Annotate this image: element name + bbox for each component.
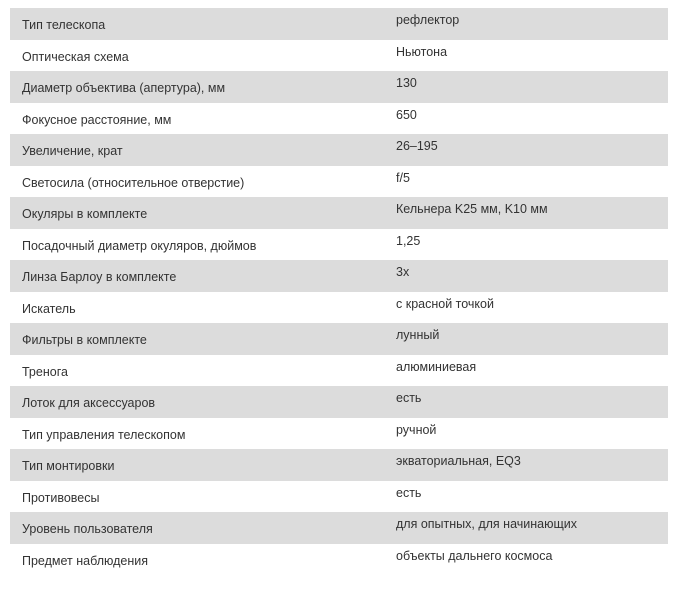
spec-value: объекты дальнего космоса <box>388 544 668 576</box>
spec-name: Оптическая схема <box>10 40 388 72</box>
spec-name: Тип монтировки <box>10 449 388 481</box>
table-row <box>10 166 668 198</box>
spec-value: Ньютона <box>388 40 668 72</box>
table-row <box>10 40 668 72</box>
table-row <box>10 386 668 418</box>
spec-value: есть <box>388 481 668 513</box>
spec-name: Уровень пользователя <box>10 512 388 544</box>
table-row <box>10 323 668 355</box>
table-row <box>10 355 668 387</box>
spec-value: есть <box>388 386 668 418</box>
table-row <box>10 512 668 544</box>
spec-name: Посадочный диаметр окуляров, дюймов <box>10 229 388 261</box>
spec-name: Светосила (относительное отверстие) <box>10 166 388 198</box>
spec-name: Окуляры в комплекте <box>10 197 388 229</box>
table-row <box>10 134 668 166</box>
spec-value: f/5 <box>388 166 668 198</box>
spec-name: Лоток для аксессуаров <box>10 386 388 418</box>
spec-value: 1,25 <box>388 229 668 261</box>
spec-value: алюминиевая <box>388 355 668 387</box>
spec-name: Тренога <box>10 355 388 387</box>
specs-table-body <box>10 8 668 575</box>
table-row <box>10 103 668 135</box>
spec-name: Предмет наблюдения <box>10 544 388 576</box>
table-row <box>10 197 668 229</box>
spec-value: 130 <box>388 71 668 103</box>
table-row <box>10 260 668 292</box>
table-row <box>10 71 668 103</box>
spec-name: Тип телескопа <box>10 8 388 40</box>
spec-name: Диаметр объектива (апертура), мм <box>10 71 388 103</box>
specs-table <box>10 8 668 575</box>
spec-name: Увеличение, крат <box>10 134 388 166</box>
spec-name: Искатель <box>10 292 388 324</box>
spec-value: Кельнера K25 мм, K10 мм <box>388 197 668 229</box>
table-row <box>10 544 668 576</box>
spec-name: Фокусное расстояние, мм <box>10 103 388 135</box>
spec-name: Тип управления телескопом <box>10 418 388 450</box>
spec-value: с красной точкой <box>388 292 668 324</box>
table-row <box>10 229 668 261</box>
spec-value: ручной <box>388 418 668 450</box>
spec-value: лунный <box>388 323 668 355</box>
spec-value: 650 <box>388 103 668 135</box>
table-row <box>10 418 668 450</box>
spec-value: для опытных, для начинающих <box>388 512 668 544</box>
table-row <box>10 449 668 481</box>
spec-name: Линза Барлоу в комплекте <box>10 260 388 292</box>
spec-name: Фильтры в комплекте <box>10 323 388 355</box>
spec-value: рефлектор <box>388 8 668 40</box>
table-row <box>10 292 668 324</box>
spec-value: 3x <box>388 260 668 292</box>
table-row <box>10 481 668 513</box>
spec-name: Противовесы <box>10 481 388 513</box>
spec-value: 26–195 <box>388 134 668 166</box>
spec-value: экваториальная, EQ3 <box>388 449 668 481</box>
table-row <box>10 8 668 40</box>
